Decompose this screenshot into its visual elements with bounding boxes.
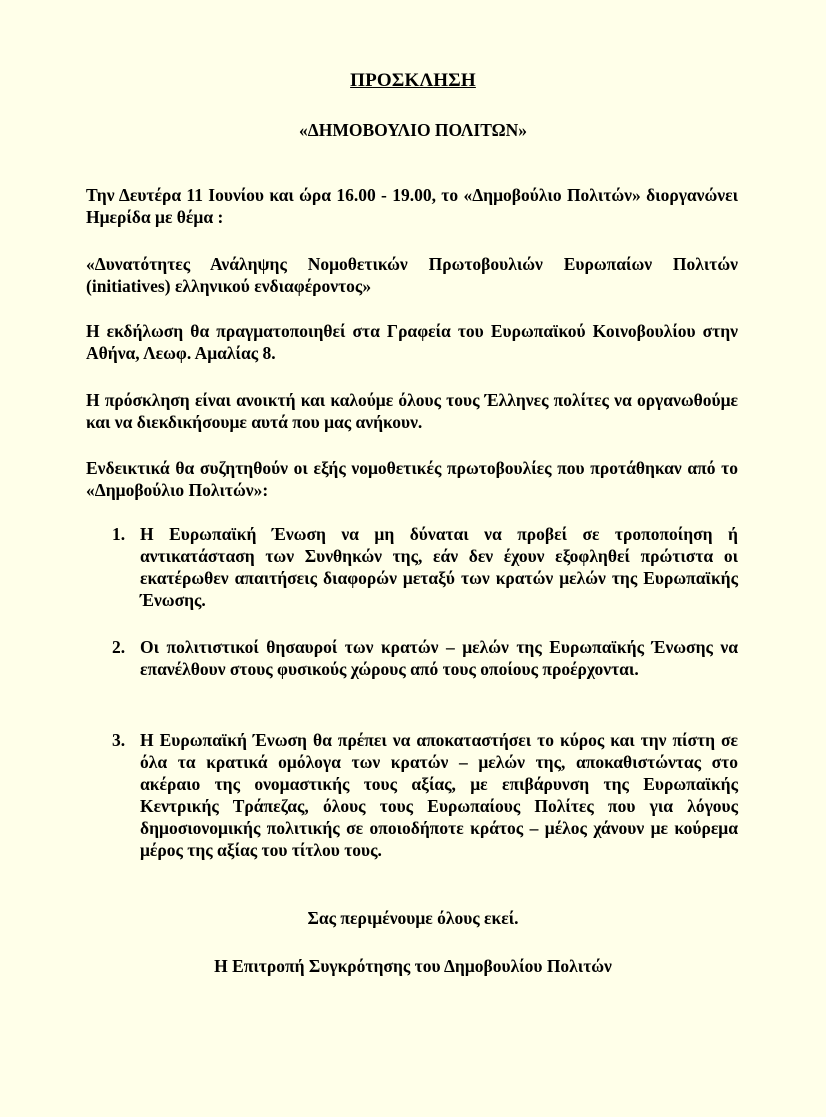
closing-line: Σας περιμένουμε όλους εκεί. (307, 908, 519, 928)
list-item-text: Οι πολιτιστικοί θησαυροί των κρατών – μελών της Ευρωπαϊκής Ένωσης να επανέλθουν στους φυσικούς χώρους από τους οποίους προέρχονται. (140, 637, 738, 679)
list-item-number: 3. (112, 730, 126, 750)
list-item-number: 2. (112, 637, 126, 657)
list-item-text: Η Ευρωπαϊκή Ένωση θα πρέπει να αποκαταστήσει το κύρος και την πίστη σε όλα τα κρατικά ομόλογα των κρατών – μελών της, αποκαθιστώντας στο ακέραιο της ονομαστικής τους αξίας, με επιβάρυνση της Ευρωπαϊκής Κεντρικής Τράπεζας, όλους τους Ευρωπαίους Πολίτες που για λόγους δημοσιονομικής πολιτικής σε οποιοδήποτε κράτος – μέλος χάνουν με κούρεμα μέρος της αξίας του τίτλου τους. (140, 730, 738, 860)
paragraph-event-date: Την Δευτέρα 11 Ιουνίου και ώρα 16.00 - 19.00, το «Δημοβούλιο Πολιτών» διοργανώνει Ημερίδα με θέμα : (86, 185, 738, 227)
list-item-number: 1. (112, 524, 126, 544)
paragraph-invitation: Η πρόσκληση είναι ανοικτή και καλούμε όλους τους Έλληνες πολίτες να οργανωθούμε και να διεκδικήσουμε αυτά που μας ανήκουν. (86, 390, 738, 432)
document-title: ΠΡΟΣΚΛΗΣΗ (350, 70, 476, 91)
paragraph-initiatives-intro: Ενδεικτικά θα συζητηθούν οι εξής νομοθετικές πρωτοβουλίες που προτάθηκαν από το «Δημοβούλιο Πολιτών»: (86, 458, 738, 500)
paragraph-venue: Η εκδήλωση θα πραγματοποιηθεί στα Γραφεία του Ευρωπαϊκού Κοινοβουλίου στην Αθήνα, Λεωφ. Αμαλίας 8. (86, 321, 738, 363)
paragraph-topic: «Δυνατότητες Ανάληψης Νομοθετικών Πρωτοβουλιών Ευρωπαίων Πολιτών (initiatives) ελληνικού ενδιαφέροντος» (86, 254, 738, 296)
document-subtitle: «ΔΗΜΟΒΟΥΛΙΟ ΠΟΛΙΤΩΝ» (299, 120, 527, 140)
list-item-text: Η Ευρωπαϊκή Ένωση να μη δύναται να προβεί σε τροποποίηση ή αντικατάσταση των Συνθηκών της, εάν δεν έχουν εξοφληθεί πρώτιστα οι εκατέρωθεν απαιτήσεις διαφορών μεταξύ των κρατών μελών της Ευρωπαϊκής Ένωσης. (140, 524, 738, 610)
signature-line: Η Επιτροπή Συγκρότησης του Δημοβουλίου Πολιτών (214, 956, 612, 976)
